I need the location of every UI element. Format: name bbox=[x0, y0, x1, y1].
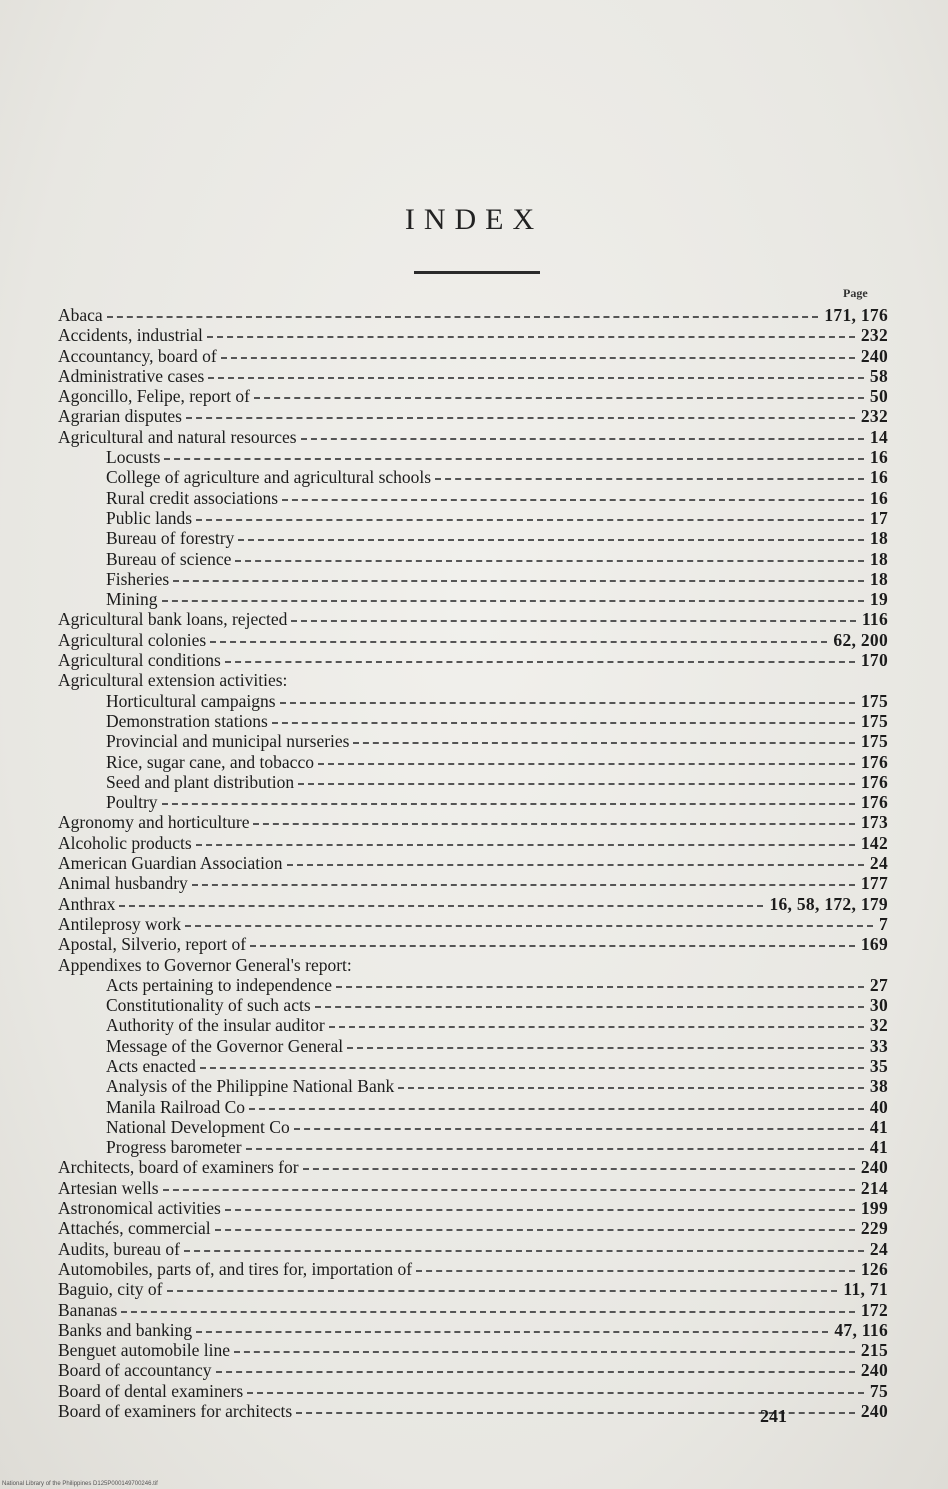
entry-page-ref: 19 bbox=[869, 589, 888, 610]
entry-text: Fisheries bbox=[106, 568, 170, 589]
entry-text: American Guardian Association bbox=[58, 853, 283, 874]
entry-page-ref: 170 bbox=[860, 650, 888, 671]
entry-text: Accountancy, board of bbox=[58, 345, 217, 366]
entry-text: Abaca bbox=[58, 305, 103, 325]
dot-leader bbox=[225, 658, 855, 663]
entry-page-ref: 199 bbox=[860, 1198, 888, 1219]
dot-leader bbox=[294, 1125, 864, 1130]
entry-page-ref: 214 bbox=[860, 1177, 888, 1198]
entry-text: Rice, sugar cane, and tobacco bbox=[106, 751, 314, 772]
entry-page-ref: 27 bbox=[869, 974, 888, 995]
entry-page-ref: 18 bbox=[869, 528, 888, 549]
entry-text: Bureau of science bbox=[106, 548, 232, 569]
entry-page-ref: 173 bbox=[860, 812, 888, 833]
entry-page-ref: 30 bbox=[869, 995, 888, 1016]
index-entry bbox=[58, 1178, 888, 1198]
index-subentry bbox=[58, 711, 888, 731]
entry-text: Artesian wells bbox=[58, 1177, 159, 1198]
index-subentry bbox=[58, 975, 888, 995]
index-entry bbox=[58, 346, 888, 366]
entry-page-ref: 16 bbox=[869, 487, 888, 508]
entry-text: Baguio, city of bbox=[58, 1279, 163, 1300]
dot-leader bbox=[185, 922, 873, 927]
index-entry bbox=[58, 1198, 888, 1218]
entry-text: Agricultural conditions bbox=[58, 650, 221, 671]
entry-page-ref: 232 bbox=[860, 325, 888, 346]
index-entry bbox=[58, 630, 888, 650]
dot-leader bbox=[167, 1287, 837, 1292]
entry-text: Agronomy and horticulture bbox=[58, 812, 250, 833]
index-entry bbox=[58, 406, 888, 426]
entry-text: Manila Railroad Co bbox=[106, 1096, 246, 1117]
dot-leader bbox=[353, 739, 855, 744]
dot-leader bbox=[303, 1165, 855, 1170]
entry-page-ref: 7 bbox=[878, 913, 888, 934]
entry-page-ref: 229 bbox=[860, 1218, 888, 1239]
entry-text: Horticultural campaigns bbox=[106, 690, 276, 711]
entry-text: Agricultural colonies bbox=[58, 629, 207, 650]
entry-text: Administrative cases bbox=[58, 365, 205, 386]
page-title: INDEX bbox=[404, 203, 544, 236]
dot-leader bbox=[221, 354, 855, 359]
entry-text: Rural credit associations bbox=[106, 487, 279, 508]
entry-text: Antileprosy work bbox=[58, 913, 181, 934]
dot-leader bbox=[435, 475, 864, 480]
index-subentry bbox=[58, 447, 888, 467]
entry-page-ref: 215 bbox=[860, 1340, 888, 1361]
index-subentry bbox=[58, 1036, 888, 1056]
entry-text: Attachés, commercial bbox=[58, 1218, 211, 1239]
entry-page-ref: 175 bbox=[860, 690, 888, 711]
entry-text: Seed and plant distribution bbox=[106, 771, 295, 792]
entry-text: Agricultural extension activities: bbox=[58, 670, 288, 691]
index-entry bbox=[58, 366, 888, 386]
entry-page-ref: 240 bbox=[860, 1157, 888, 1178]
dot-leader bbox=[318, 760, 855, 765]
index-entry bbox=[58, 812, 888, 832]
entry-page-ref: 58 bbox=[869, 365, 888, 386]
dot-leader bbox=[398, 1084, 864, 1089]
entry-text: Agrarian disputes bbox=[58, 406, 182, 427]
entry-page-ref: 16 bbox=[869, 467, 888, 488]
entry-text: Analysis of the Philippine National Bank bbox=[106, 1076, 395, 1097]
entry-text: Poultry bbox=[106, 792, 158, 813]
dot-leader bbox=[238, 536, 864, 541]
entry-page-ref: 177 bbox=[860, 873, 888, 894]
entry-page-ref: 24 bbox=[869, 853, 888, 874]
entry-text: Authority of the insular auditor bbox=[106, 1015, 325, 1036]
entry-text: Agoncillo, Felipe, report of bbox=[58, 386, 250, 407]
index-entry bbox=[58, 853, 888, 873]
dot-leader bbox=[282, 496, 864, 501]
entry-page-ref: 16 bbox=[869, 447, 888, 468]
entry-text: Bureau of forestry bbox=[106, 528, 235, 549]
index-subentry bbox=[58, 792, 888, 812]
entry-text: Animal husbandry bbox=[58, 873, 188, 894]
entry-page-ref: 142 bbox=[860, 832, 888, 853]
entry-text: Apostal, Silverio, report of bbox=[58, 934, 247, 955]
dot-leader bbox=[210, 638, 827, 643]
dot-leader bbox=[208, 374, 864, 379]
entry-page-ref: 14 bbox=[869, 426, 888, 447]
dot-leader bbox=[254, 394, 864, 399]
index-subentry bbox=[58, 731, 888, 751]
index-subentry bbox=[58, 1097, 888, 1117]
index-entry bbox=[58, 670, 888, 690]
entry-page-ref: 176 bbox=[860, 771, 888, 792]
index-subentry bbox=[58, 1117, 888, 1137]
index-entry bbox=[58, 1279, 888, 1299]
entry-page-ref: 41 bbox=[869, 1116, 888, 1137]
dot-leader bbox=[119, 902, 763, 907]
index-subentry bbox=[58, 995, 888, 1015]
index-entry bbox=[58, 609, 888, 629]
entry-text: Appendixes to Governor General's report: bbox=[58, 954, 352, 975]
dot-leader bbox=[272, 719, 855, 724]
entry-page-ref: 16, 58, 172, 179 bbox=[769, 893, 888, 914]
dot-leader bbox=[250, 942, 855, 947]
entry-page-ref: 172 bbox=[860, 1299, 888, 1320]
entry-text: Audits, bureau of bbox=[58, 1238, 180, 1259]
index-entry bbox=[58, 1157, 888, 1177]
dot-leader bbox=[216, 1368, 855, 1373]
entry-page-ref: 17 bbox=[869, 507, 888, 528]
dot-leader bbox=[192, 881, 855, 886]
entry-text: Alcoholic products bbox=[58, 832, 192, 853]
entry-text: Banks and banking bbox=[58, 1319, 193, 1340]
dot-leader bbox=[301, 435, 864, 440]
entry-page-ref: 171, 176 bbox=[824, 305, 888, 325]
dot-leader bbox=[234, 1348, 855, 1353]
index-subentry bbox=[58, 549, 888, 569]
index-entry bbox=[58, 1381, 888, 1401]
entry-page-ref: 232 bbox=[860, 406, 888, 427]
index-subentry bbox=[58, 772, 888, 792]
dot-leader bbox=[249, 1105, 864, 1110]
dot-leader bbox=[280, 699, 855, 704]
dot-leader bbox=[225, 1206, 855, 1211]
index-entries bbox=[58, 305, 888, 1421]
scan-credit: National Library of the Philippines D125P000149700246.tif bbox=[2, 1481, 158, 1487]
dot-leader bbox=[291, 617, 856, 622]
dot-leader bbox=[162, 800, 855, 805]
entry-page-ref: 50 bbox=[869, 386, 888, 407]
dot-leader bbox=[416, 1267, 855, 1272]
entry-text: Mining bbox=[106, 589, 158, 610]
entry-page-ref: 116 bbox=[861, 609, 888, 630]
entry-text: Board of examiners for architects bbox=[58, 1401, 293, 1422]
entry-page-ref: 40 bbox=[869, 1096, 888, 1117]
index-subentry bbox=[58, 752, 888, 772]
index-subentry bbox=[58, 1056, 888, 1076]
index-entry bbox=[58, 833, 888, 853]
title-rule bbox=[414, 271, 540, 274]
dot-leader bbox=[164, 455, 864, 460]
entry-page-ref: 11, 71 bbox=[843, 1279, 888, 1300]
index-subentry bbox=[58, 508, 888, 528]
index-subentry bbox=[58, 1015, 888, 1035]
entry-page-ref: 176 bbox=[860, 792, 888, 813]
entry-page-ref: 169 bbox=[860, 934, 888, 955]
dot-leader bbox=[253, 820, 855, 825]
dot-leader bbox=[215, 1226, 855, 1231]
entry-page-ref: 126 bbox=[860, 1258, 888, 1279]
dot-leader bbox=[246, 1145, 864, 1150]
page-number: 241 bbox=[760, 1406, 787, 1426]
entry-text: Acts enacted bbox=[106, 1055, 196, 1076]
index-entry bbox=[58, 650, 888, 670]
page-column-header: Page bbox=[843, 286, 868, 300]
dot-leader bbox=[184, 1247, 864, 1252]
dot-leader bbox=[107, 313, 818, 318]
entry-page-ref: 240 bbox=[860, 1401, 888, 1422]
entry-text: Locusts bbox=[106, 447, 161, 468]
entry-page-ref: 41 bbox=[869, 1137, 888, 1158]
dot-leader bbox=[121, 1308, 855, 1313]
entry-page-ref: 33 bbox=[869, 1035, 888, 1056]
dot-leader bbox=[207, 333, 855, 338]
index-entry bbox=[58, 1340, 888, 1360]
index-entry bbox=[58, 1300, 888, 1320]
dot-leader bbox=[329, 1023, 864, 1028]
index-subentry bbox=[58, 488, 888, 508]
entry-text: National Development Co bbox=[106, 1116, 290, 1137]
entry-text: Benguet automobile line bbox=[58, 1340, 231, 1361]
index-subentry bbox=[58, 691, 888, 711]
index-subentry bbox=[58, 589, 888, 609]
entry-page-ref: 18 bbox=[869, 548, 888, 569]
index-entry bbox=[58, 1218, 888, 1238]
entry-page-ref: 240 bbox=[860, 1360, 888, 1381]
entry-text: Astronomical activities bbox=[58, 1198, 221, 1219]
entry-page-ref: 240 bbox=[860, 345, 888, 366]
dot-leader bbox=[162, 597, 864, 602]
entry-text: Board of dental examiners bbox=[58, 1380, 244, 1401]
entry-text: College of agriculture and agricultural schools bbox=[106, 467, 432, 488]
dot-leader bbox=[173, 577, 864, 582]
entry-page-ref: 35 bbox=[869, 1055, 888, 1076]
entry-text: Message of the Governor General bbox=[106, 1035, 344, 1056]
entry-text: Anthrax bbox=[58, 893, 116, 914]
entry-text: Agricultural bank loans, rejected bbox=[58, 609, 288, 630]
index-entry bbox=[58, 1239, 888, 1259]
entry-page-ref: 175 bbox=[860, 731, 888, 752]
entry-text: Constitutionality of such acts bbox=[106, 995, 311, 1016]
entry-text: Public lands bbox=[106, 507, 193, 528]
entry-page-ref: 175 bbox=[860, 710, 888, 731]
entry-page-ref: 32 bbox=[869, 1015, 888, 1036]
entry-text: Demonstration stations bbox=[106, 710, 268, 731]
entry-page-ref: 75 bbox=[869, 1380, 888, 1401]
index-entry bbox=[58, 325, 888, 345]
entry-text: Acts pertaining to independence bbox=[106, 974, 332, 995]
entry-page-ref: 176 bbox=[860, 751, 888, 772]
dot-leader bbox=[196, 516, 864, 521]
entry-page-ref: 47, 116 bbox=[834, 1319, 888, 1340]
dot-leader bbox=[298, 780, 855, 785]
dot-leader bbox=[235, 557, 864, 562]
index-entry bbox=[58, 955, 888, 975]
entry-text: Accidents, industrial bbox=[58, 325, 203, 346]
entry-text: Bananas bbox=[58, 1299, 118, 1320]
dot-leader bbox=[347, 1044, 864, 1049]
dot-leader bbox=[186, 414, 855, 419]
index-entry bbox=[58, 1259, 888, 1279]
index-entry bbox=[58, 894, 888, 914]
entry-text: Architects, board of examiners for bbox=[58, 1157, 299, 1178]
entry-page-ref: 62, 200 bbox=[833, 629, 888, 650]
dot-leader bbox=[287, 861, 864, 866]
index-subentry bbox=[58, 1137, 888, 1157]
index-entry bbox=[58, 1360, 888, 1380]
index-subentry bbox=[58, 528, 888, 548]
index-entry bbox=[58, 873, 888, 893]
dot-leader bbox=[163, 1186, 855, 1191]
index-subentry bbox=[58, 569, 888, 589]
dot-leader bbox=[200, 1064, 864, 1069]
dot-leader bbox=[247, 1389, 864, 1394]
index-subentry bbox=[58, 467, 888, 487]
dot-leader bbox=[315, 1003, 864, 1008]
entry-page-ref: 18 bbox=[869, 568, 888, 589]
index-entry bbox=[58, 386, 888, 406]
entry-text: Agricultural and natural resources bbox=[58, 426, 297, 447]
dot-leader bbox=[336, 983, 864, 988]
entry-text: Progress barometer bbox=[106, 1137, 242, 1158]
index-subentry bbox=[58, 1076, 888, 1096]
dot-leader bbox=[196, 1328, 828, 1333]
dot-leader bbox=[196, 841, 855, 846]
index-entry bbox=[58, 934, 888, 954]
index-entry bbox=[58, 1320, 888, 1340]
index-entry bbox=[58, 914, 888, 934]
index-entry bbox=[58, 427, 888, 447]
entry-text: Board of accountancy bbox=[58, 1360, 212, 1381]
entry-page-ref: 38 bbox=[869, 1076, 888, 1097]
entry-page-ref: 24 bbox=[869, 1238, 888, 1259]
entry-text: Provincial and municipal nurseries bbox=[106, 731, 350, 752]
index-entry bbox=[58, 305, 888, 325]
entry-text: Automobiles, parts of, and tires for, importation of bbox=[58, 1258, 413, 1279]
